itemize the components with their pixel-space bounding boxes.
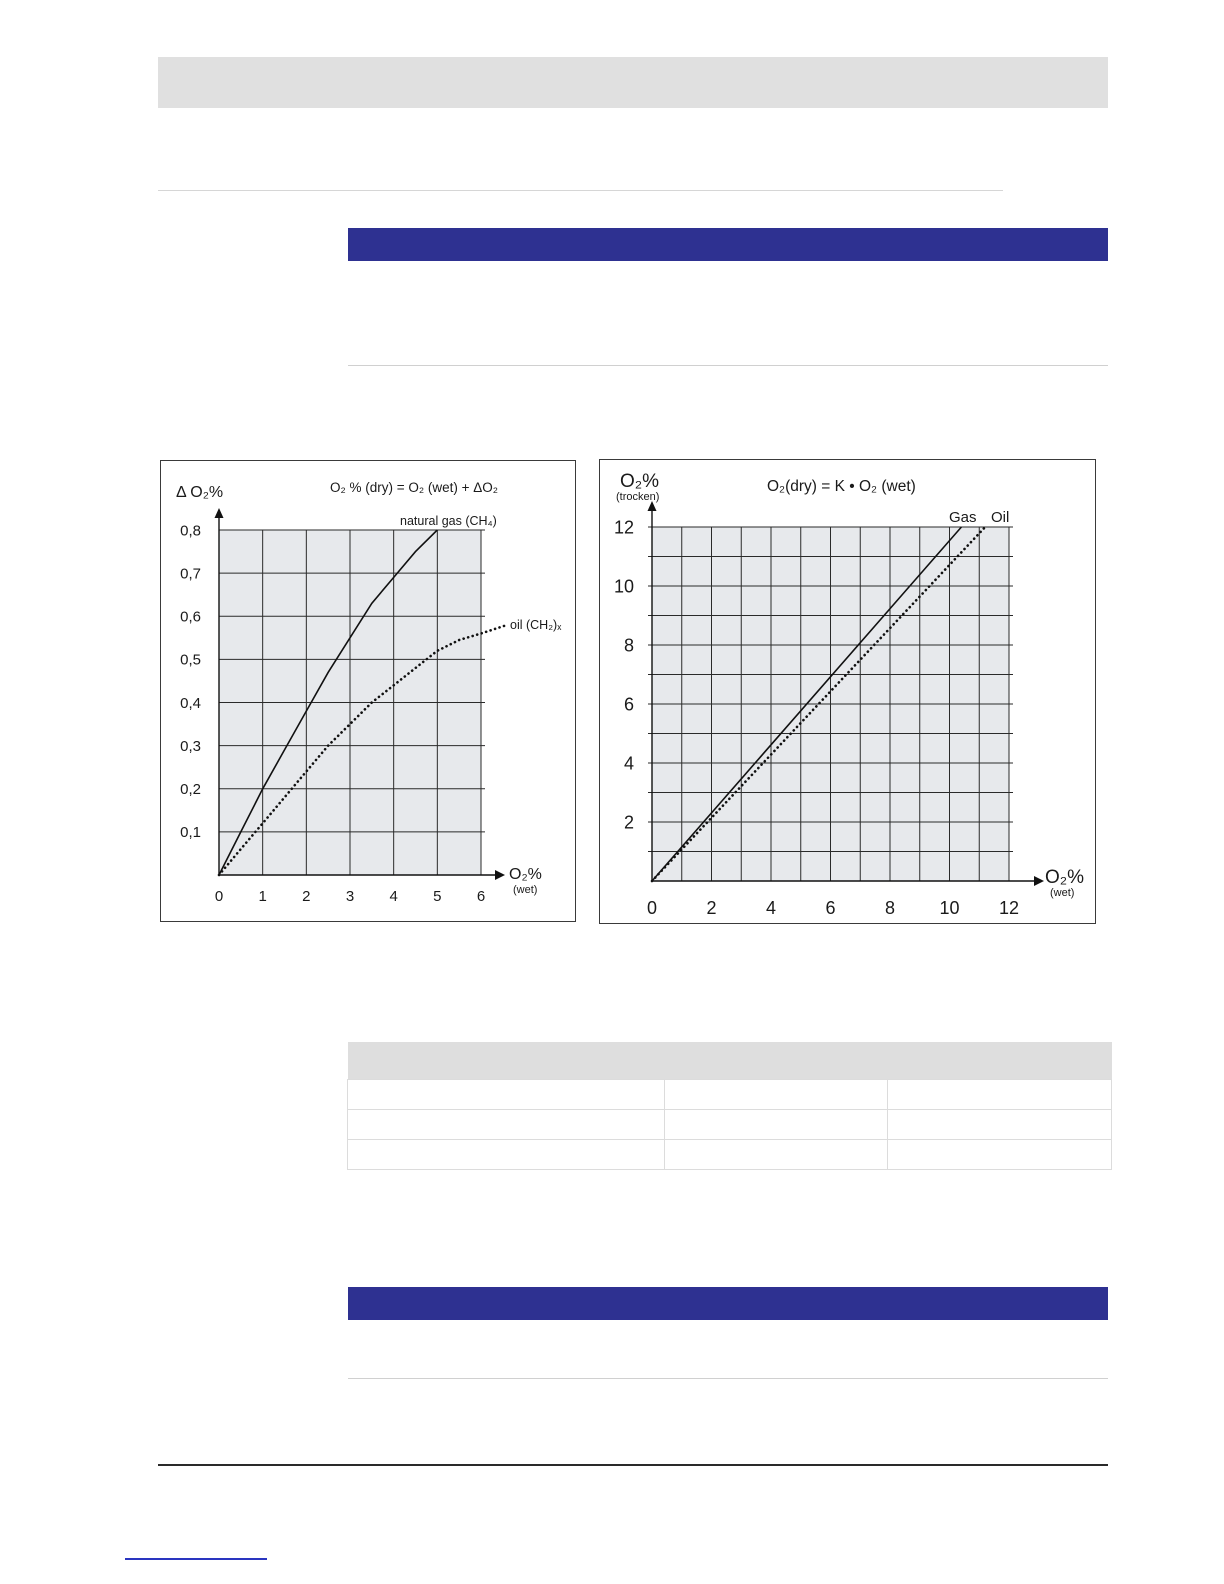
y-tick-label: 6 — [623, 694, 634, 715]
y-tick-label: 4 — [623, 753, 634, 774]
x-tick-label: 6 — [825, 898, 836, 918]
table-cell — [348, 1140, 665, 1170]
y-axis-sublabel: (trocken) — [616, 491, 660, 503]
x-axis-sublabel: (wet) — [1050, 887, 1075, 899]
x-tick-label: 2 — [706, 898, 717, 918]
y-tick-label: 8 — [623, 635, 634, 656]
y-tick-label: 0,5 — [180, 651, 201, 669]
x-tick-label: 6 — [476, 888, 486, 905]
y-tick-label: 2 — [623, 812, 634, 833]
table-cell — [348, 1110, 665, 1140]
x-axis-arrow-icon — [495, 870, 505, 880]
x-tick-label: 10 — [939, 898, 960, 918]
delta-o2-chart-svg — [161, 461, 574, 920]
table-cell — [664, 1110, 888, 1140]
x-tick-label: 8 — [884, 898, 896, 918]
table-cell — [664, 1080, 888, 1110]
table-header-row — [348, 1042, 1112, 1080]
footer-rule — [158, 1464, 1108, 1466]
x-tick-label: 12 — [998, 898, 1020, 918]
chart-title: O₂(dry) = K • O₂ (wet) — [767, 478, 916, 495]
series-label: Gas — [949, 509, 977, 526]
x-axis-label: O₂% — [509, 866, 542, 883]
table-header-cell — [348, 1042, 1112, 1080]
table-cell — [348, 1080, 665, 1110]
data-table — [347, 1042, 1112, 1170]
y-tick-label: 0,1 — [180, 824, 201, 842]
y-axis-label: O₂% — [620, 471, 660, 492]
note-divider — [348, 365, 1108, 366]
y-tick-label: 0,8 — [180, 522, 201, 540]
y-axis-label: Δ O₂% — [176, 484, 224, 501]
series-label: oil (CH₂)ₓ — [510, 618, 562, 632]
y-tick-label: 10 — [613, 576, 634, 597]
y-axis-arrow-icon — [215, 508, 224, 518]
x-tick-label: 2 — [302, 888, 311, 905]
y-tick-label: 0,3 — [180, 737, 201, 755]
series-label: Oil — [991, 509, 1010, 526]
x-tick-label: 5 — [433, 888, 442, 905]
table-cell — [888, 1080, 1112, 1110]
y-tick-label: 0,4 — [180, 694, 201, 712]
x-tick-label: 1 — [258, 888, 267, 905]
table-row — [348, 1080, 1112, 1110]
note-header-bar — [348, 228, 1108, 261]
series-label: natural gas (CH₄) — [400, 514, 497, 528]
x-tick-label: 0 — [646, 898, 658, 918]
note-divider-2 — [348, 1378, 1108, 1379]
footer-link-underline[interactable] — [125, 1558, 267, 1560]
x-tick-label: 4 — [765, 898, 777, 918]
table-cell — [888, 1110, 1112, 1140]
chart-title: O₂ % (dry) = O₂ (wet) + ΔO₂ — [330, 480, 499, 495]
x-tick-label: 4 — [389, 888, 398, 905]
y-tick-label: 0,6 — [180, 608, 201, 626]
header-band — [158, 57, 1108, 108]
y-tick-label: 0,7 — [180, 565, 201, 583]
x-axis-label: O₂% — [1045, 867, 1085, 888]
x-tick-label: 3 — [345, 888, 355, 905]
o2-dry-wet-chart-svg — [600, 460, 1094, 922]
y-tick-label: 12 — [613, 517, 634, 538]
table-cell — [664, 1140, 888, 1170]
o2-dry-wet-chart — [599, 459, 1096, 924]
table-row — [348, 1140, 1112, 1170]
x-tick-label: 0 — [214, 888, 224, 905]
table-cell — [888, 1140, 1112, 1170]
x-axis-arrow-icon — [1034, 876, 1044, 886]
section-divider — [158, 190, 1003, 191]
y-tick-label: 0,2 — [180, 781, 201, 798]
x-axis-sublabel: (wet) — [513, 884, 538, 896]
note-header-bar-2 — [348, 1287, 1108, 1320]
delta-o2-chart — [160, 460, 576, 922]
table-row — [348, 1110, 1112, 1140]
